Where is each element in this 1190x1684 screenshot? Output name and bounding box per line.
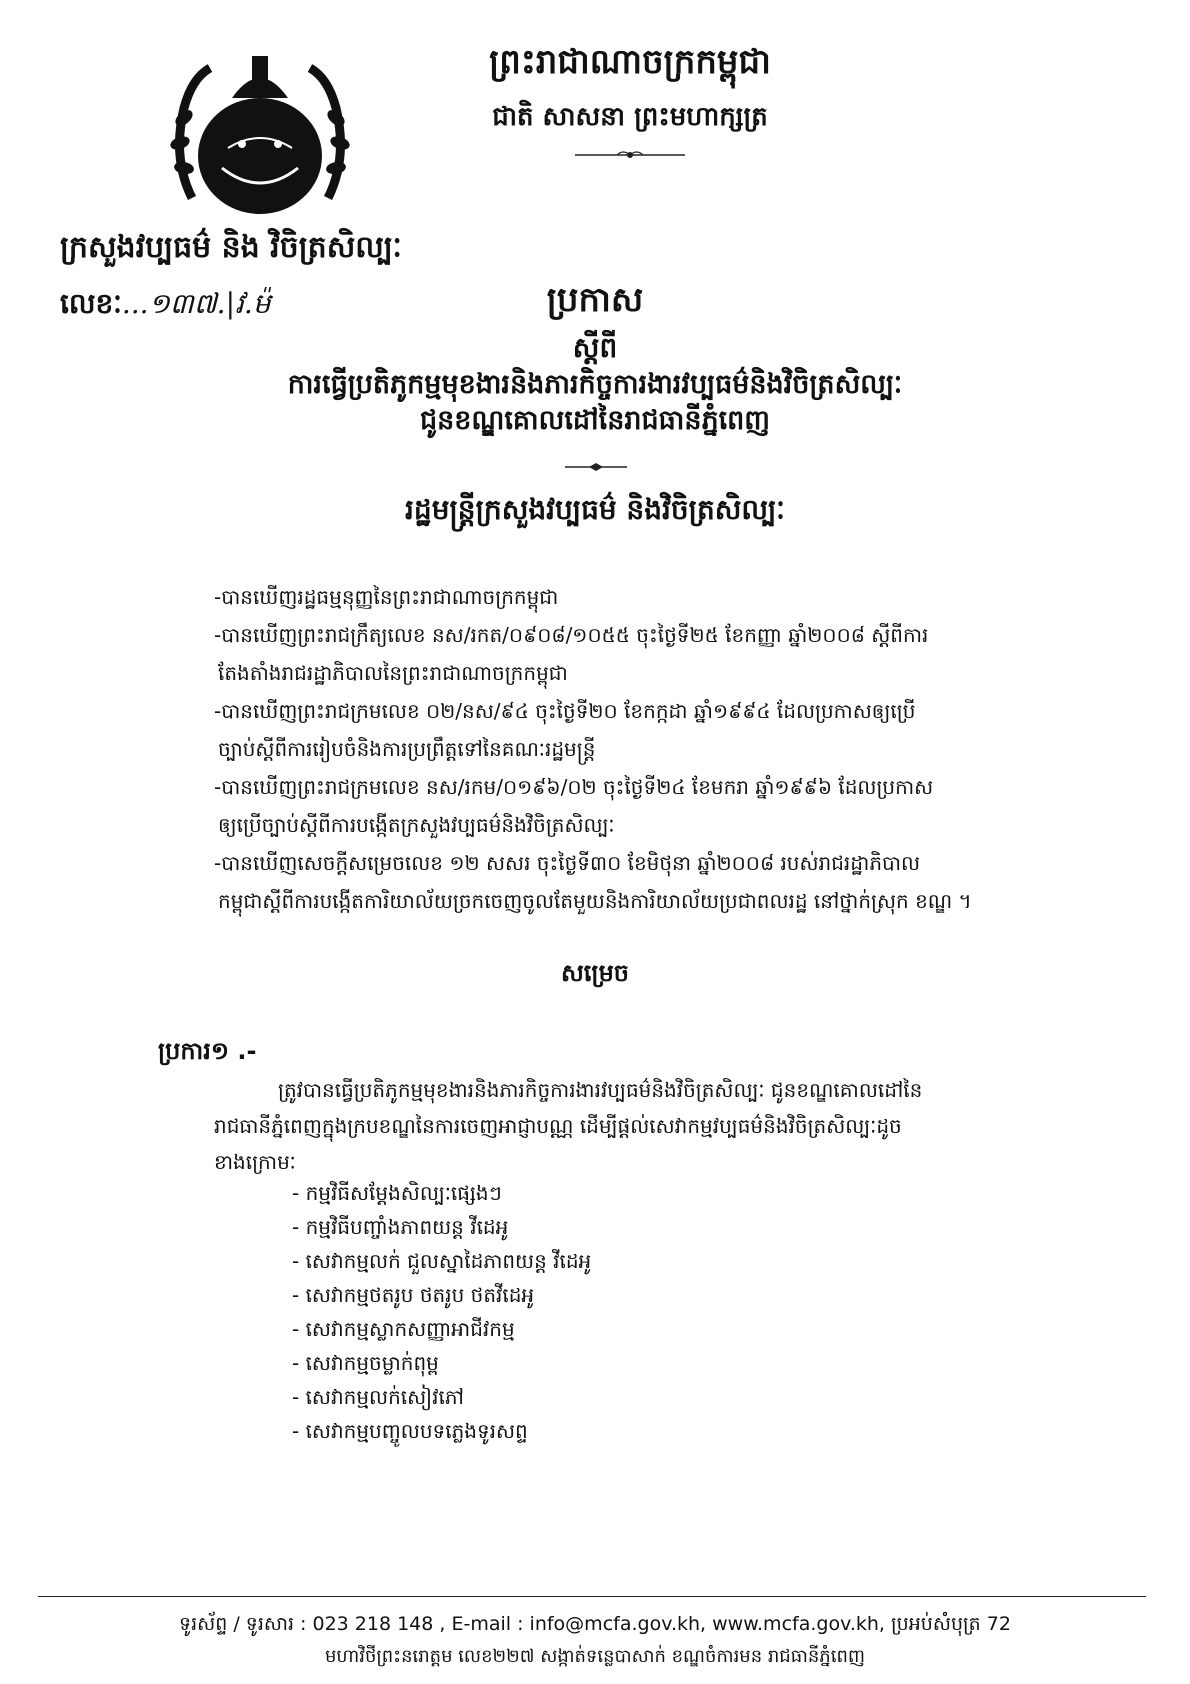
consideration-line: -បានឃើញសេចក្តីសម្រេចលេខ ១២ សសរ ចុះថ្ងៃទី៣០ ខែមិថុនា ឆ្នាំ២០០៨ របស់រាជរដ្ឋាភិបាល <box>214 851 921 875</box>
article-text-line: ត្រូវបានធ្វើប្រតិភូកម្មមុខងារនិងភារកិច្ចការងារវប្បធម៌និងវិចិត្រសិល្បៈ ជូនខណ្ឌគោលដៅនៃ <box>278 1078 923 1102</box>
document-subject-line1: ការធ្វើប្រតិភូកម្មមុខងារនិងភារកិច្ចការងារវប្បធម៌និងវិចិត្រសិល្បៈ <box>287 369 903 400</box>
list-item: - កម្មវិធីបញ្ចាំងភាពយន្ត វីដេអូ <box>292 1215 509 1239</box>
list-item: - សេវាកម្មចម្លាក់ពុម្ព <box>292 1351 439 1375</box>
list-item: - សេវាកម្មស្លាកសញ្ញាអាជីវកម្ម <box>292 1317 515 1341</box>
ornament-divider-icon <box>575 148 685 162</box>
consideration-continuation: ច្បាប់ស្តីពីការរៀបចំនិងការប្រព្រឹត្តទៅនៃគណៈរដ្ឋមន្ត្រី <box>218 737 596 761</box>
reference-label: លេខៈ <box>60 287 122 320</box>
footer-divider <box>38 1596 1146 1597</box>
footer-contact: ទូរស័ព្ទ / ទូរសារ : 023 218 148 , E-mail : info@mcfa.gov.kh, www.mcfa.gov.kh, ប្រអប់សំបុត្រ 72 <box>179 1613 1011 1635</box>
kingdom-name: ព្រះរាជាណាចក្រកម្ពុជា <box>489 42 771 82</box>
service-list <box>292 1176 591 1448</box>
footer-address: មហាវិថីព្រះនរោត្តម លេខ២២៧ សង្កាត់ទន្លេបាសាក់ ខណ្ឌចំការមន រាជធានីភ្នំពេញ <box>324 1646 866 1667</box>
email-label: E-mail : <box>451 1613 524 1635</box>
article-text-line: ខាងក្រោមៈ <box>214 1150 296 1174</box>
pobox-label: ប្រអប់សំបុត្រ <box>891 1613 981 1635</box>
consideration-continuation: តែងតាំងរាជរដ្ឋាភិបាលនៃព្រះរាជាណាចក្រកម្ពុជា <box>218 661 568 685</box>
article-1-label: ប្រការ១ .- <box>158 1037 257 1065</box>
small-ornament-icon <box>565 462 627 472</box>
article-text-line: រាជធានីភ្នំពេញក្នុងក្របខណ្ឌនៃការចេញអាជ្ញាបណ្ណ ដើម្បីផ្តល់សេវាកម្មវប្បធម៌និងវិចិត្រសិល្បៈដូច <box>214 1114 902 1138</box>
consideration-line: -បានឃើញព្រះរាជក្រមលេខ ០២/នស/៩៤ ចុះថ្ងៃទី២០ ខែកក្កដា ឆ្នាំ១៩៩៤ ដែលប្រកាសឲ្យប្រើ <box>214 699 916 723</box>
consideration-continuation: កម្ពុជាស្តីពីការបង្កើតការិយាល័យច្រកចេញចូលតែមួយនិងការិយាល័យប្រជាពលរដ្ឋ នៅថ្នាក់ស្រុក ខណ្ឌ ។ <box>218 889 972 913</box>
phone-number: 023 218 148 <box>312 1613 434 1635</box>
pobox-number: 72 <box>986 1613 1011 1635</box>
consideration-line: -បានឃើញព្រះរាជក្រឹត្យលេខ នស/រកត/០៩០៨/១០៥៥ ចុះថ្ងៃទី២៥ ខែកញ្ញា ឆ្នាំ២០០៨ ស្តីពីការ <box>214 623 929 647</box>
phone-label: ទូរស័ព្ទ / ទូរសារ : <box>179 1613 307 1635</box>
reference-value: ...១៣៧.|វ.ម៉ <box>121 287 271 320</box>
decision-heading: សម្រេច <box>560 959 630 987</box>
email-address: info@mcfa.gov.kh, <box>529 1613 707 1635</box>
consideration-line: -បានឃើញរដ្ឋធម្មនុញ្ញនៃព្រះរាជាណាចក្រកម្ពុជា <box>214 585 559 609</box>
list-item: - កម្មវិធីសម្តែងសិល្បៈផ្សេងៗ <box>292 1181 502 1205</box>
article-1-text <box>214 1072 1034 1180</box>
document-subject-line2: ជូនខណ្ឌគោលដៅនៃរាជធានីភ្នំពេញ <box>419 405 771 436</box>
document-about: ស្តីពី <box>572 331 618 364</box>
list-item: - សេវាកម្មថតរូប ថតរូប ថតវីដេអូ <box>292 1283 535 1307</box>
ministry-name: ក្រសួងវប្បធម៌ និង វិចិត្រសិល្បៈ <box>60 230 402 265</box>
royal-seal-emblem <box>162 48 358 218</box>
national-motto: ជាតិ សាសនា ព្រះមហាក្សត្រ <box>492 102 768 132</box>
consideration-continuation: ឲ្យប្រើច្បាប់ស្តីពីការបង្កើតក្រសួងវប្បធម៌និងវិចិត្រសិល្បៈ <box>218 813 615 837</box>
website-link: www.mcfa.gov.kh, <box>712 1613 885 1635</box>
list-item: - សេវាកម្មលក់សៀវភៅ <box>292 1385 464 1409</box>
consideration-line: -បានឃើញព្រះរាជក្រមលេខ នស/រកម/០១៩៦/០២ ចុះថ្ងៃទី២៤ ខែមករា ឆ្នាំ១៩៩៦ ដែលប្រកាស <box>214 775 934 799</box>
document-title: ប្រកាស <box>546 280 644 320</box>
list-item: - សេវាកម្មបញ្ចូលបទភ្លេងទូរសព្ទ <box>292 1419 528 1443</box>
considerations-list <box>214 578 1034 920</box>
minister-title: រដ្ឋមន្ត្រីក្រសួងវប្បធម៌ និងវិចិត្រសិល្បៈ <box>405 493 785 526</box>
list-item: - សេវាកម្មលក់ ជួលស្នាដៃភាពយន្ត វីដេអូ <box>292 1249 592 1273</box>
